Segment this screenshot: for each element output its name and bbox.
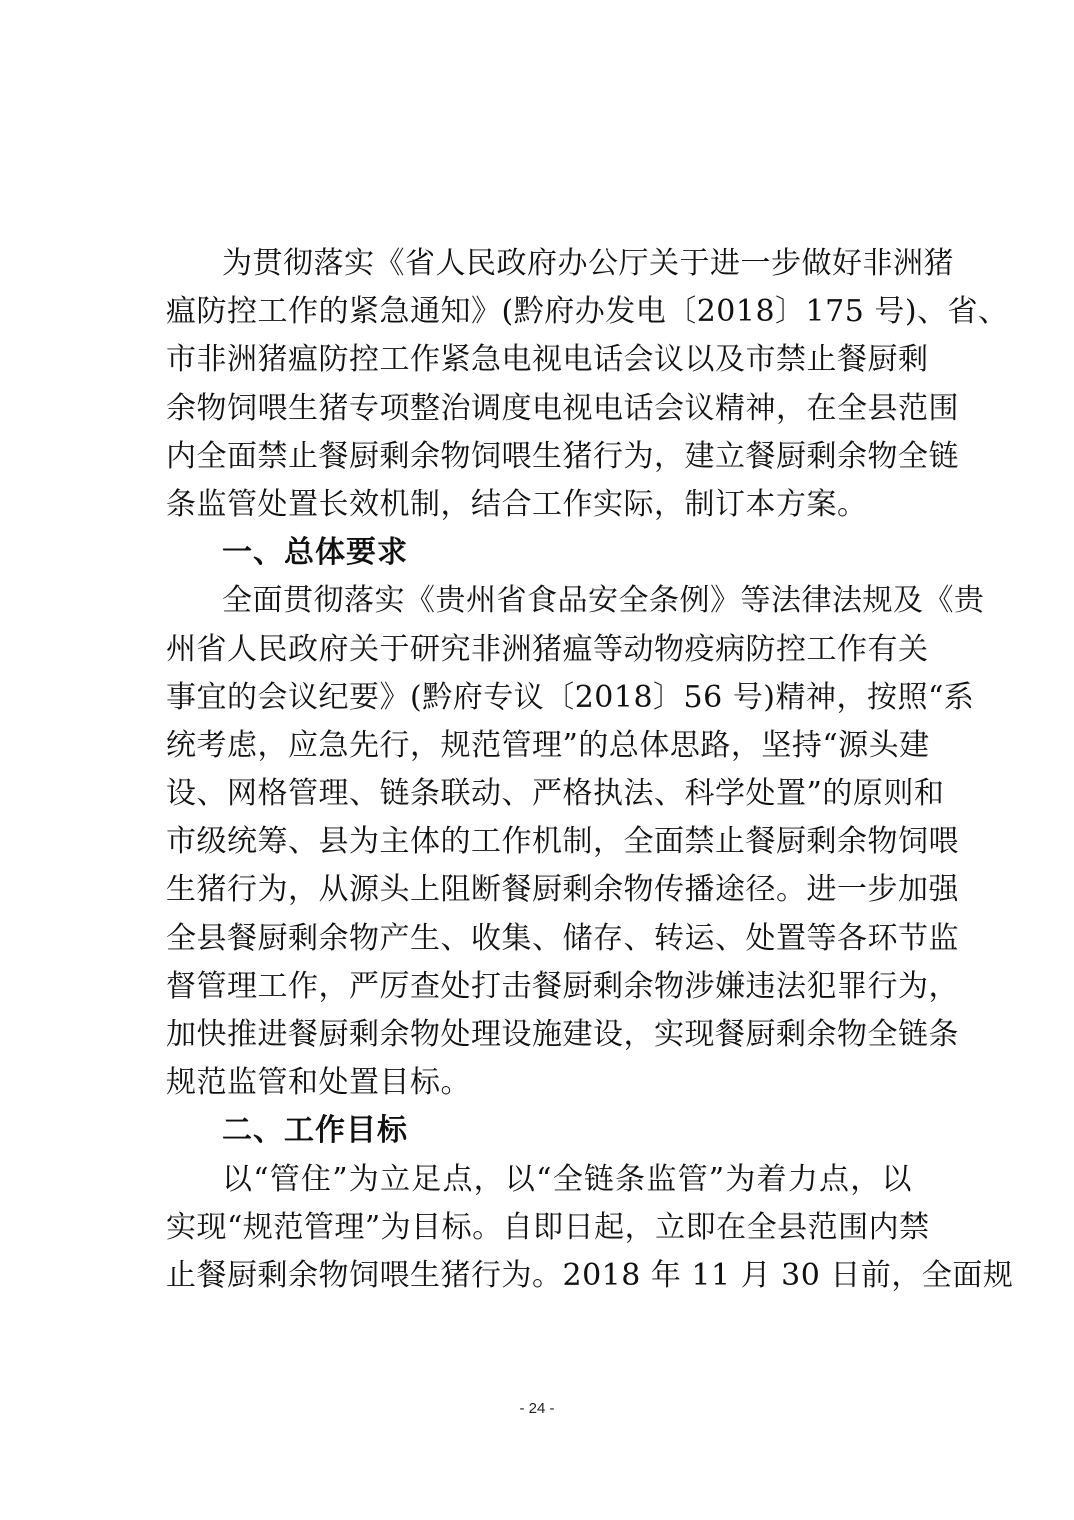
document-body (166, 240, 1014, 1300)
page-number: - 24 - (519, 1400, 555, 1417)
section1-line-1: 全面贯彻落实《贵州省食品安全条例》等法律法规及《贵 (222, 583, 985, 619)
section1-line-7: 生猪行为，从源头上阻断餐厨剩余物传播途径。进一步加强 (166, 872, 959, 908)
section1-line-5: 设、网格管理、链条联动、严格执法、科学处置”的原则和 (166, 776, 945, 812)
intro-line-5: 内全面禁止餐厨剩余物饲喂生猪行为，建立餐厨剩余物全链 (166, 438, 959, 474)
intro-line-4: 余物饲喂生猪专项整治调度电视电话会议精神，在全县范围 (166, 390, 959, 426)
intro-line-1: 为贯彻落实《省人民政府办公厅关于进一步做好非洲猪 (222, 246, 954, 281)
section1-line-4: 统考虑，应急先行，规范管理”的总体思路，坚持“源头建 (166, 727, 930, 763)
section2-line-1: 以“管住”为立足点，以“全链条监管”为着力点，以 (222, 1161, 912, 1197)
section-heading-overall-requirements: 一、总体要求 (222, 535, 408, 571)
section1-line-9: 督管理工作，严厉查处打击餐厨剩余物涉嫌违法犯罪行为， (166, 968, 959, 1004)
intro-line-2: 瘟防控工作的紧急通知》(黔府办发电〔2018〕175 号)、省、 (166, 294, 1009, 330)
intro-line-6: 条监管处置长效机制，结合工作实际，制订本方案。 (166, 486, 868, 522)
section1-line-8: 全县餐厨剩余物产生、收集、储存、转运、处置等各环节监 (166, 920, 959, 956)
section1-line-6: 市级统筹、县为主体的工作机制，全面禁止餐厨剩余物饲喂 (166, 824, 959, 860)
section2-line-3: 止餐厨剩余物饲喂生猪行为。2018 年 11 月 30 日前，全面规 (166, 1257, 1014, 1293)
section2-line-2: 实现“规范管理”为目标。自即日起，立即在全县范围内禁 (166, 1209, 930, 1245)
section1-line-2: 州省人民政府关于研究非洲猪瘟等动物疫病防控工作有关 (166, 631, 929, 667)
section-heading-work-goals: 二、工作目标 (222, 1113, 408, 1149)
section1-line-11: 规范监管和处置目标。 (166, 1065, 471, 1101)
section1-line-10: 加快推进餐厨剩余物处理设施建设，实现餐厨剩余物全链条 (166, 1017, 959, 1052)
section1-line-3: 事宜的会议纪要》(黔府专议〔2018〕56 号)精神，按照“系 (166, 679, 975, 715)
intro-line-3: 市非洲猪瘟防控工作紧急电视电话会议以及市禁止餐厨剩 (166, 342, 929, 378)
